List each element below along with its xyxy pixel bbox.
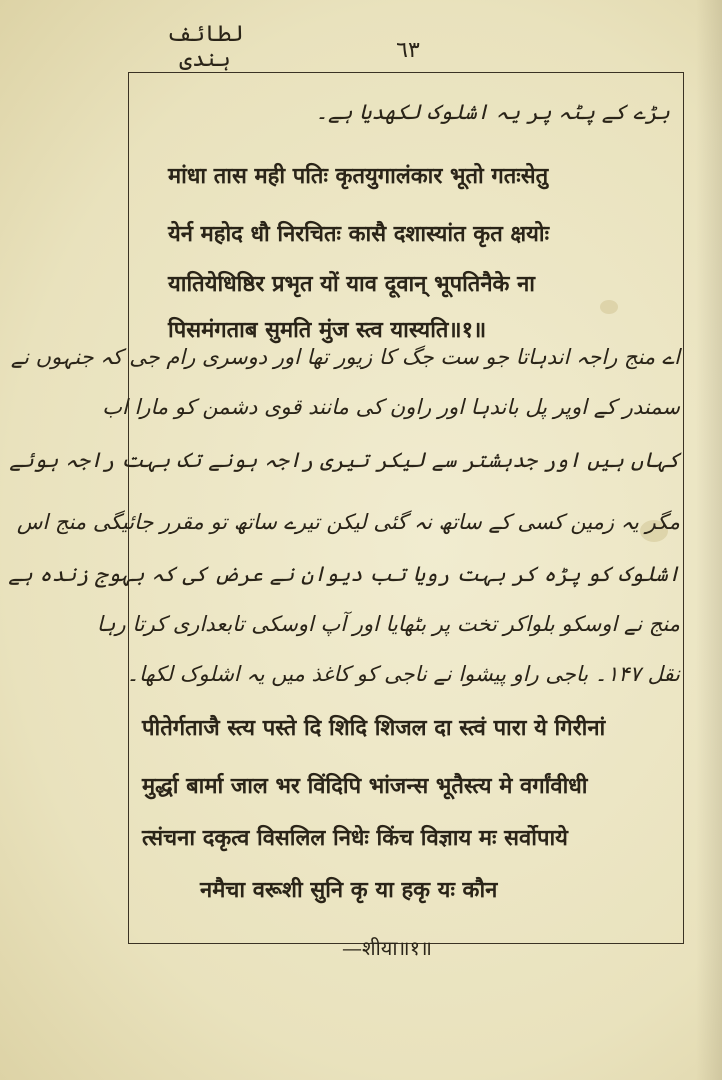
urdu-body-line: کہاں ہیں اور جدہشتر سے لیکر تیری راجہ ہونے تک بہت راجہ ہوئے — [9, 448, 680, 472]
urdu-body-line: اشلوک کو پڑہ کر بہت رویا تب دیوان نے عرض کی کہ بہوج زندہ ہے — [8, 562, 680, 586]
shloka-2-line: त्संचना दकृत्व विसलिल निधेः किंच विज्ञाय मः सर्वोपाये — [142, 826, 568, 851]
shloka-2-line: नमैचा वरूशी सुनि कृ या हकृ यः कौन — [200, 878, 498, 903]
urdu-body-line: منج نے اوسکو بلواکر تخت پر بٹھایا اور آپ اوسکی تابعداری کرتا رہا — [96, 612, 680, 636]
shloka-1-line: येर्न महोद धौ निरचितः कासै दशास्यांत कृत क्षयोः — [168, 222, 550, 247]
urdu-body-line: مگر یہ زمین کسی کے ساتھ نہ گئی لیکن تیرے ساتھ تو مقرر جائیگی منج اس — [16, 510, 680, 534]
closing-verse-mark: —शीया॥१॥ — [342, 936, 432, 960]
shloka-1-line: मांधा तास मही पतिः कृतयुगालंकार भूतो गतःसेतु — [168, 164, 549, 189]
urdu-body-line: اے منج راجہ اندہاتا جو ست جگ کا زیور تھا اور دوسری رام جی کہ جنہوں نے — [10, 345, 680, 369]
shloka-2-line: मुर्द्धा बार्मा जाल भर विंदिपि भांजन्स भूतैस्त्य मे वर्गांवीधी — [142, 774, 588, 799]
urdu-body-line: نقل ۱۴۷۔ باجی راو پیشوا نے ناجی کو کاغذ میں یہ اشلوک لکھا۔ — [126, 662, 680, 686]
shloka-2-line: पीतेर्गताजै स्त्य पस्ते दि शिदि शिजल दा स्त्वं पारा ये गिरीनां — [142, 716, 606, 741]
urdu-body-line: سمندر کے اوپر پل باندہا اور راون کی مانند قوی دشمن کو مارا اب — [102, 395, 680, 419]
text-frame — [8, 72, 684, 944]
shloka-1-line: पिसमंगताब सुमति मुंज स्त्व यास्यति॥१॥ — [168, 318, 487, 343]
running-header-title: لطائف ہندی — [166, 22, 244, 72]
urdu-intro-line: بڑے کے پٹہ پر یہ اشلوک لکھدیا ہے۔ — [315, 100, 670, 124]
shloka-1-line: यातियेधिष्ठिर प्रभृत यों याव दूवान् भूपतिनैके ना — [168, 272, 536, 297]
page-number: ٦٣ — [396, 38, 420, 63]
